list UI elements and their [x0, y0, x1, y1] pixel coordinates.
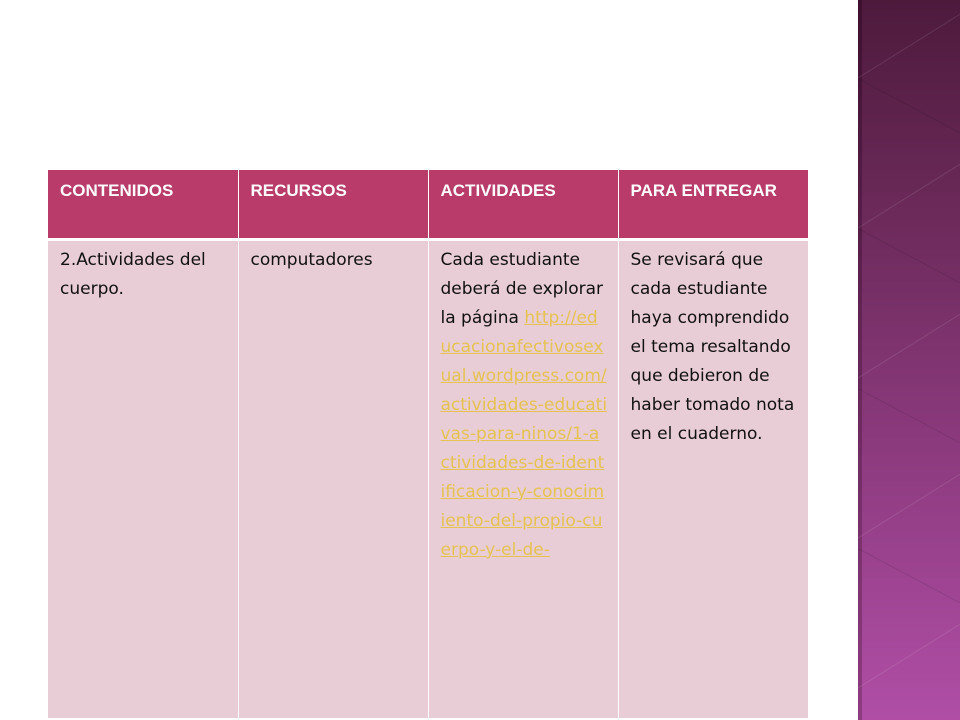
table-header-row — [48, 170, 808, 240]
lesson-plan-table — [48, 170, 808, 718]
header-actividades: ACTIVIDADES — [428, 170, 618, 240]
header-recursos: RECURSOS — [238, 170, 428, 240]
decorative-side-band — [858, 0, 960, 720]
cell-recursos — [238, 240, 428, 719]
table-row — [48, 240, 808, 719]
header-para-entregar: PARA ENTREGAR — [618, 170, 808, 240]
contenidos-text: 2.Actividades del cuerpo. — [60, 250, 206, 299]
cell-para-entregar — [618, 240, 808, 719]
recursos-text: computadores — [250, 250, 373, 270]
para-entregar-text: Se revisará que cada estudiante haya comprendido el tema resaltando que debieron de haber tomado nota en el cuaderno. — [630, 250, 795, 444]
cell-contenidos — [48, 240, 238, 719]
actividades-text: Cada estudiante deberá de explorar la página — [440, 250, 603, 328]
header-contenidos: CONTENIDOS — [48, 170, 238, 240]
cell-actividades — [428, 240, 618, 719]
actividades-link[interactable]: http://educacionafectivosexual.wordpress.com/actividades-educativas-para-ninos/1-actividades-de-identificacion-y-conocimiento-del-propio-cuerpo-y-el-de- — [440, 308, 608, 560]
